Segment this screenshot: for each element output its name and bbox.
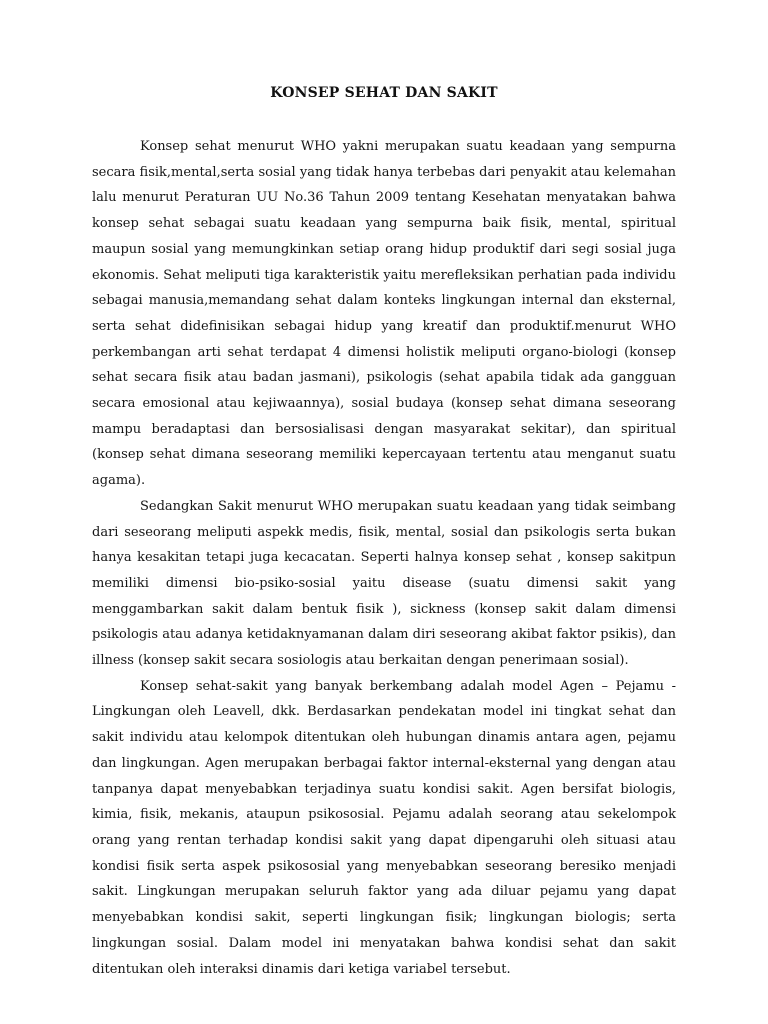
document-title: KONSEP SEHAT DAN SAKIT: [270, 85, 498, 101]
paragraph-konsep-sakit: Sedangkan Sakit menurut WHO merupakan suatu keadaan yang tidak seimbang dari seseorang meliputi aspekk medis, fisik, mental, sosial dan psikologis serta bukan hanya kesakitan tetapi juga kecacatan. Seperti halnya konsep sehat , konsep sakitpun memiliki dimensi bio-psiko-sosial yaitu disease (suatu dimensi sakit yang menggambarkan sakit dalam bentuk fisik ), sickness (konsep sakit dalam dimensi psikologis atau adanya ketidaknyamanan dalam diri seseorang akibat faktor psikis), dan illness (konsep sakit secara sosiologis atau berkaitan dengan penerimaan sosial).: [92, 498, 676, 669]
paragraph-model-agen-pejamu-lingkungan: Konsep sehat-sakit yang banyak berkembang adalah model Agen – Pejamu - Lingkungan oleh Leavell, dkk. Berdasarkan pendekatan model ini tingkat sehat dan sakit individu atau kelompok ditentukan oleh hubungan dinamis antara agen, pejamu dan lingkungan. Agen merupakan berbagai faktor internal-eksternal yang dengan atau tanpanya dapat menyebabkan terjadinya suatu kondisi sakit. Agen bersifat biologis, kimia, fisik, mekanis, ataupun psikososial. Pejamu adalah seorang atau sekelompok orang yang rentan terhadap kondisi sakit yang dapat dipengaruhi oleh situasi atau kondisi fisik serta aspek psikososial yang menyebabkan seseorang beresiko menjadi sakit. Lingkungan merupakan seluruh faktor yang ada diluar pejamu yang dapat menyebabkan kondisi sakit, seperti lingkungan fisik; lingkungan biologis; serta lingkungan sosial. Dalam model ini menyatakan bahwa kondisi sehat dan sakit ditentukan oleh interaksi dinamis dari ketiga variabel tersebut.: [92, 678, 676, 977]
paragraph-konsep-sehat: Konsep sehat menurut WHO yakni merupakan suatu keadaan yang sempurna secara fisik,mental,serta sosial yang tidak hanya terbebas dari penyakit atau kelemahan lalu menurut Peraturan UU No.36 Tahun 2009 tentang Kesehatan menyatakan bahwa konsep sehat sebagai suatu keadaan yang sempurna baik fisik, mental, spiritual maupun sosial yang memungkinkan setiap orang hidup produktif dari segi sosial juga ekonomis. Sehat meliputi tiga karakteristik yaitu merefleksikan perhatian pada individu sebagai manusia,memandang sehat dalam konteks lingkungan internal dan eksternal, serta sehat didefinisikan sebagai hidup yang kreatif dan produktif.menurut WHO perkembangan arti sehat terdapat 4 dimensi holistik meliputi organo-biologi (konsep sehat secara fisik atau badan jasmani), psikologis (sehat apabila tidak ada gangguan secara emosional atau kejiwaannya), sosial budaya (konsep sehat dimana seseorang mampu beradaptasi dan bersosialisasi dengan masyarakat sekitar), dan spiritual (konsep sehat dimana seseorang memiliki kepercayaan tertentu atau menganut suatu agama).: [92, 139, 676, 489]
document-body: [92, 134, 676, 982]
